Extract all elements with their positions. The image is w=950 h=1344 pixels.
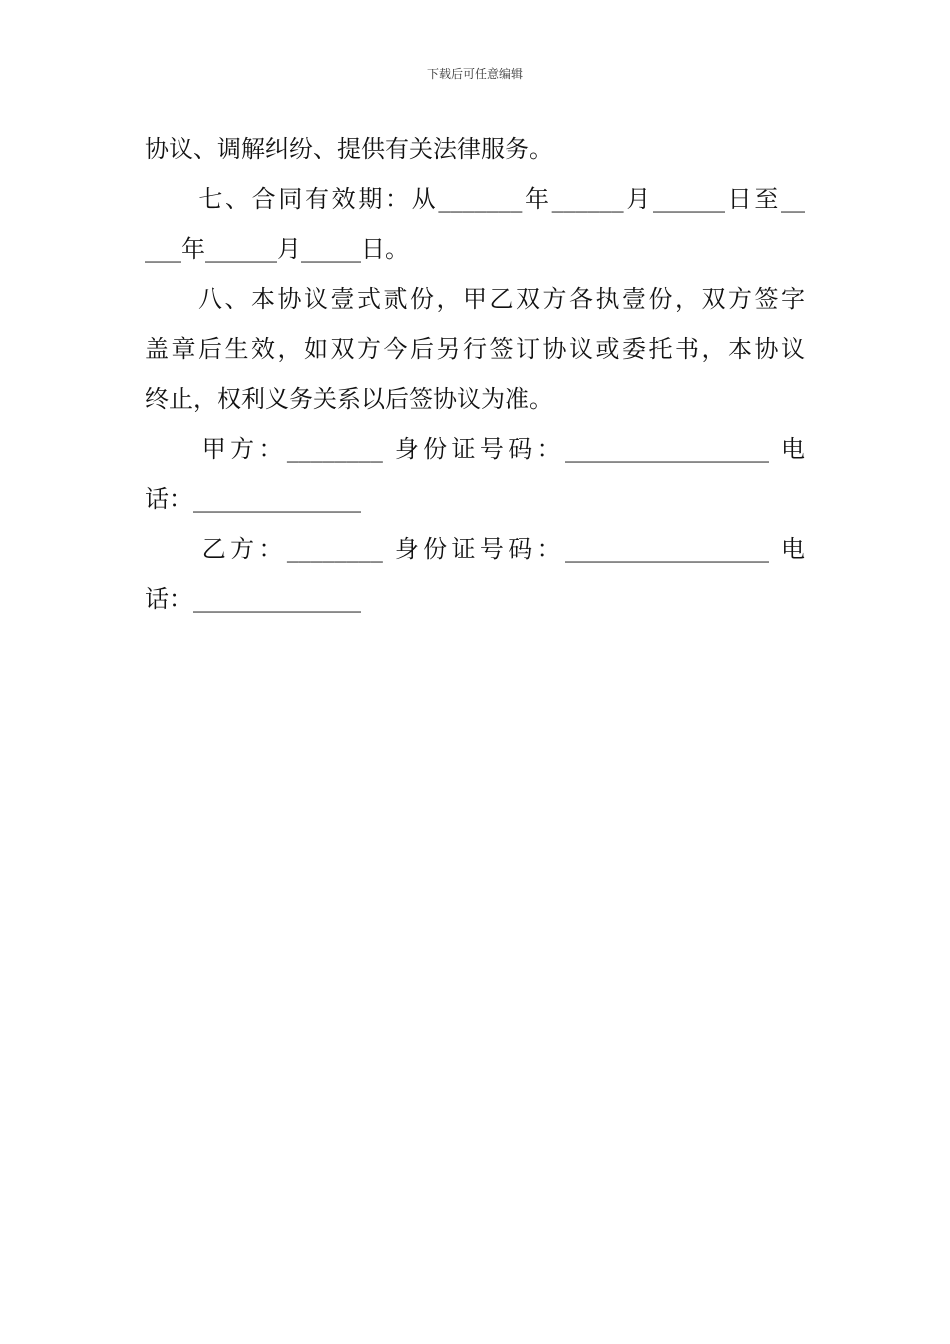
party-b-phone-line: 话：______________	[145, 585, 361, 613]
clause-eight-effect-line: 盖章后生效，如双方今后另行签订协议或委托书，本协议	[145, 335, 805, 363]
clause-eight-termination-line: 终止，权利义务关系以后签协议为准。	[145, 385, 553, 413]
party-a-signature-line: 甲方：________ 身份证号码：_________________ 电	[145, 435, 805, 463]
clause-seven-validity-line: 七、合同有效期：从_______年______月______日至__	[145, 185, 805, 213]
party-a-phone-line: 话：______________	[145, 485, 361, 513]
party-b-signature-line: 乙方：________ 身份证号码：_________________ 电	[145, 535, 805, 563]
editable-download-note: 下载后可任意编辑	[426, 67, 523, 81]
clause-eight-copies-line: 八、本协议壹式贰份，甲乙双方各执壹份，双方签字	[145, 285, 805, 313]
clause-seven-validity-continuation: ___年______月_____日。	[145, 235, 409, 263]
clause-six-ending-line: 协议、调解纠纷、提供有关法律服务。	[145, 135, 553, 163]
